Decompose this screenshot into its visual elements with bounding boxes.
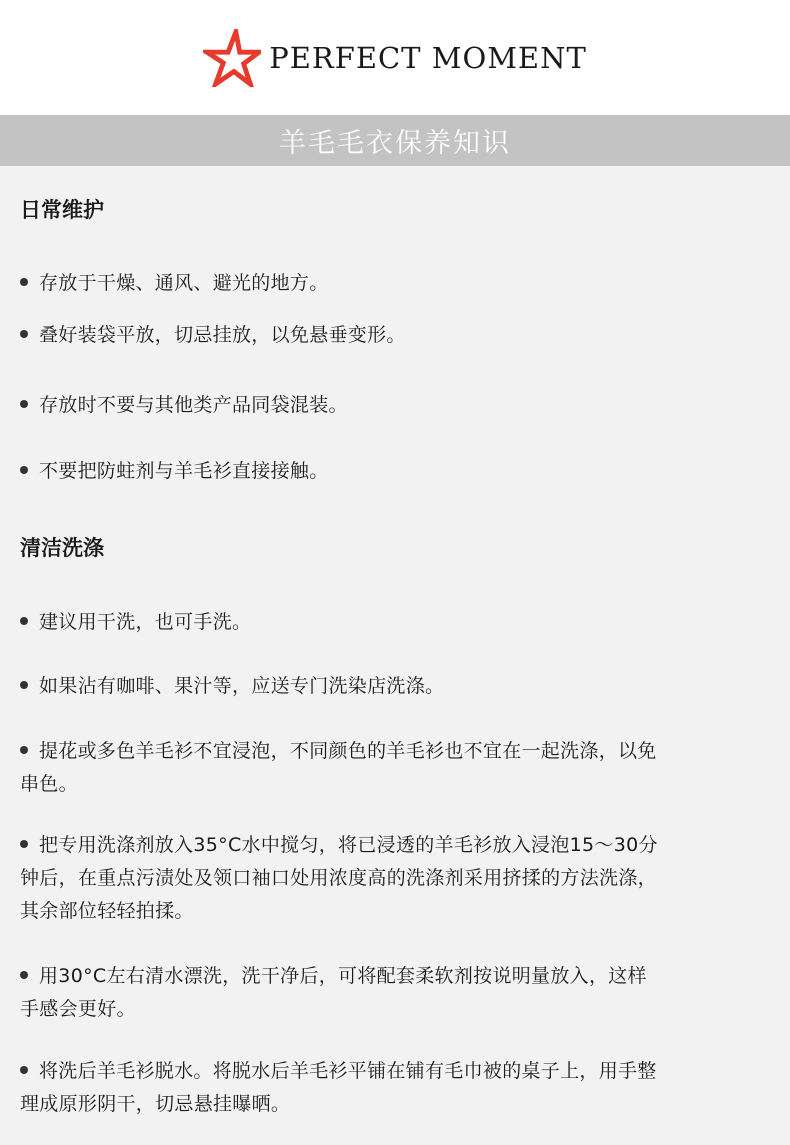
section-heading-daily-care: 日常维护	[20, 198, 104, 222]
brand-name: PERFECT MOMENT	[269, 40, 587, 75]
bullet-icon	[20, 681, 28, 689]
bullet-icon	[20, 840, 28, 848]
bullet-icon	[20, 746, 28, 754]
list-item: 用30°C左右清水漂洗，洗干净后，可将配套柔软剂按说明量放入，这样	[20, 961, 647, 988]
list-item: 把专用洗涤剂放入35°C水中搅匀，将已浸透的羊毛衫放入浸泡15～30分	[20, 830, 658, 857]
care-content	[0, 166, 790, 1145]
list-item-continuation: 串色。	[20, 773, 78, 795]
list-item: 不要把防蛀剂与羊毛衫直接接触。	[20, 456, 329, 483]
list-item-continuation: 其余部位轻轻拍揉。	[20, 900, 194, 922]
list-item-continuation: 钟后，在重点污渍处及领口袖口处用浓度高的洗涤剂采用挤揉的方法洗涤，	[20, 867, 657, 889]
bullet-icon	[20, 1066, 28, 1074]
list-item: 提花或多色羊毛衫不宜浸泡，不同颜色的羊毛衫也不宜在一起洗涤，以免	[20, 736, 657, 763]
bullet-icon	[20, 278, 28, 286]
list-item: 存放于干燥、通风、避光的地方。	[20, 268, 329, 295]
star-icon	[203, 29, 261, 87]
list-item: 存放时不要与其他类产品同袋混装。	[20, 390, 348, 417]
list-item: 将洗后羊毛衫脱水。将脱水后羊毛衫平铺在铺有毛巾被的桌子上，用手整	[20, 1056, 657, 1083]
list-item: 建议用干洗，也可手洗。	[20, 607, 251, 634]
banner	[0, 115, 790, 166]
list-item-continuation: 手感会更好。	[20, 998, 136, 1020]
section-heading-cleaning: 清洁洗涤	[20, 536, 104, 560]
list-item-continuation: 理成原形阴干，切忌悬挂曝晒。	[20, 1093, 291, 1115]
banner-title: 羊毛毛衣保养知识	[279, 128, 511, 159]
bullet-icon	[20, 330, 28, 338]
header	[0, 0, 790, 115]
list-item: 如果沾有咖啡、果汁等，应送专门洗染店洗涤。	[20, 671, 444, 698]
bullet-icon	[20, 617, 28, 625]
bullet-icon	[20, 466, 28, 474]
bullet-icon	[20, 400, 28, 408]
bullet-icon	[20, 971, 28, 979]
list-item: 叠好装袋平放，切忌挂放，以免悬垂变形。	[20, 320, 406, 347]
brand-logo[interactable]	[203, 29, 587, 87]
